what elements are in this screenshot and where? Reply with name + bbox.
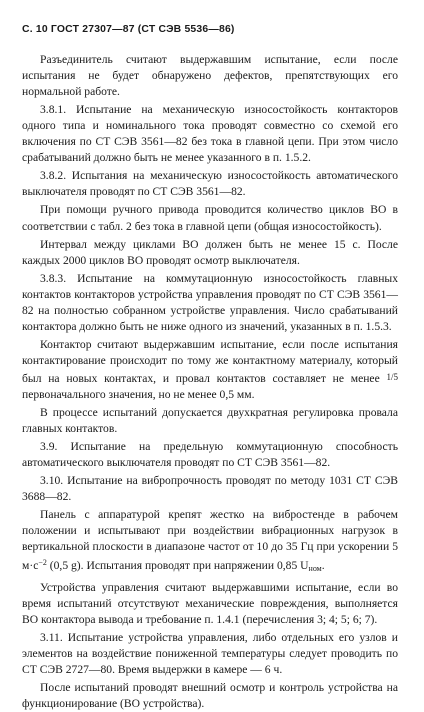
paragraph-3-9: 3.9. Испытание на предельную коммутационную способность автоматического выключателя проводят по СТ СЭВ 3561—82. xyxy=(22,440,398,470)
paragraph-3-8-2: 3.8.2. Испытания на механическую износостойкость автоматического выключателя проводят по СТ СЭВ 3561—82. xyxy=(22,169,398,199)
page-header: С. 10 ГОСТ 27307—87 (СТ СЭВ 5536—86) xyxy=(22,24,235,35)
paragraph-1: Разъединитель считают выдержавшим испытание, если после испытания не будет обнаружено дефектов, препятствующих его нормальной работе. xyxy=(22,53,398,99)
paragraph-3-11: 3.11. Испытание устройства управления, либо отдельных его узлов и элементов на воздействие пониженной температуры следует проводить по СТ СЭВ 2727—80. Время выдержки в камере — 6 ч. xyxy=(22,630,398,676)
paragraph-3-8-3: 3.8.3. Испытание на коммутационную износостойкость главных контактов контакторов устройства управления проводят по СТ СЭВ 3561—82 на полностью собранном устройстве управления. Число срабатываний контактора должно быть не ниже одного из значений, указанных в п. 1.5.3. xyxy=(22,271,398,333)
paragraph-contactor-test xyxy=(22,337,398,403)
paragraph-regulation: В процессе испытаний допускается двухкратная регулировка провала главных контактов. xyxy=(22,406,398,436)
voltage-subscript: ном xyxy=(308,564,322,574)
paragraph-vibration-mid: (0,5 g). Испытания проводят при напряжении 0,85 U xyxy=(46,559,309,573)
paragraph-contactor-text: Контактор считают выдержавшим испытание, если после испытания контактирование происходит по тому же контактному материалу, который был на новых контактах, и провал контактов составляет не менее xyxy=(22,337,398,385)
paragraph-manual-drive: При помощи ручного привода проводится количество циклов ВО в соответствии с табл. 2 без тока в главной цепи (общая износостойкость). xyxy=(22,203,398,233)
paragraph-control-devices: Устройства управления считают выдержавшими испытание, если во время испытаний отсутствуют механические повреждения, выполняется ВО контактора вывода и требование п. 1.4.1 (перечисления 3; 4; 5; 6; 7). xyxy=(22,580,398,626)
acceleration-exponent: −2 xyxy=(38,558,47,568)
paragraph-final-inspection: После испытаний проводят внешний осмотр и контроль устройства на функционирование (ВО устройства). xyxy=(22,680,398,710)
paragraph-contactor-rest: первоначального значения, но не менее 0,5 мм. xyxy=(22,387,255,401)
paragraph-vibration xyxy=(22,507,398,577)
paragraph-interval: Интервал между циклами ВО должен быть не менее 15 с. После каждых 2000 циклов ВО проводят осмотр выключателя. xyxy=(22,237,398,267)
fraction-one-fifth: 1/5 xyxy=(386,371,398,382)
paragraph-3-10: 3.10. Испытание на вибропрочность проводят по методу 1031 СТ СЭВ 3688—82. xyxy=(22,474,398,504)
paragraph-vibration-text: Панель с аппаратурой крепят жестко на вибростенде в рабочем положении и испытывают при воздействии вибрационных нагрузок в вертикальной плоскости в диапазоне частот от 10 до 35 Гц при ускорении 5 м·с xyxy=(22,508,398,573)
paragraph-vibration-end: . xyxy=(321,559,325,573)
paragraph-3-8-1: 3.8.1. Испытание на механическую износостойкость контакторов одного типа и номинального тока проводят совместно со схемой его включения по СТ СЭВ 3561—82 без тока в главной цепи. При этом число срабатываний должно быть не менее указанного в п. 1.5.2. xyxy=(22,103,398,165)
